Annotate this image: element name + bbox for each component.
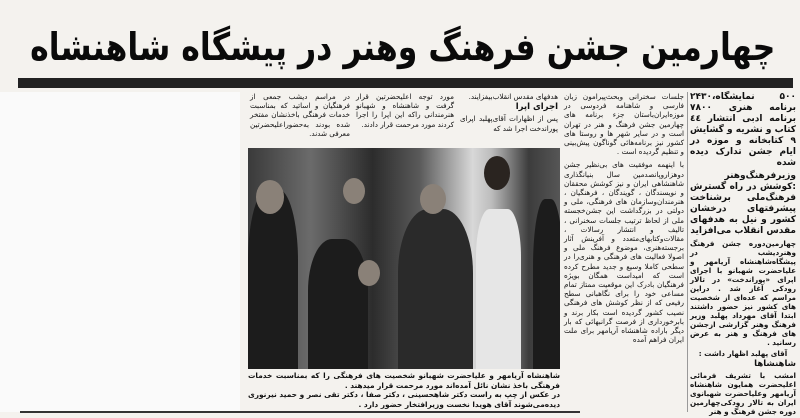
photo-caption <box>248 371 560 409</box>
figure-head <box>420 184 446 214</box>
column-two-para: با اینهمه موفقیت های بی‌نظیر جشن دوهزاروپانصدمین سال بنیانگذاری شاهنشاهی ایران و نیز کوشش محققان و نویسندگان ، گویندگان ، فرهنگیان ، هنرمندان‌وسازمان های فرهنگی، ملی و دولتی در بزرگداشت این جشن‌خجسته ملی از لحاظ ترتیب جلسات سخنرانی ، تالیف و انتشار رسالات ، مقالات‌وکتابهای‌متعدد و آفرینش آثار برجسته‌هنری، موضوع فرهنگ ملی و اصولا فعالیت های فرهنگی و هنری‌را در سطحی کاملا وسیع و جدید مطرح کرده است که امیداست همگان بویژه فرهنگیان بادرک این موقعیت ممتاز تمام مساعی خود را برای نگاهبانی سطح رفیعی که از نظر کوشش های فرهنگی نصیب کشور گردیده است بکار برند و بابرخورداری از فرصت گرانبهائی که بار دیگر باراده شاهنشاه آریامهر برای ملت ایران فراهم آمده <box>564 160 684 345</box>
lead-body-block <box>690 239 796 416</box>
headline: چهارمین جشن فرهنگ وهنر در پیشگاه شاهنشاه <box>29 25 775 69</box>
headline-rule <box>18 78 793 88</box>
lead-bullet: ۵۰۰ نمایشگاه،۲۴۳۰ برنامه هنری ۷۸۰۰ برنامه ادبی انتشار ٤٤ کتاب و نشریه و گشایش ۹ کتابخانه و موزه در ایام جشن تدارک دیده شده <box>690 92 796 168</box>
bottom-rule <box>20 411 580 413</box>
subhead-opera: اجرای اپرا <box>515 102 558 113</box>
strip-col-3: در مراسم دیشب جمعی از فرهنگیان و اساتید که بمناسبت خدمات فرهنگی باخذنشان مفتخر شده بودند به‌حضوراعلیحضرتین معرفی شدند. <box>250 92 350 138</box>
strip-text: پس از اظهارات آقای‌پهلبد اپرای پوراندخت اجرا شد که <box>460 114 558 133</box>
figure-head <box>256 180 284 214</box>
lead-column <box>690 92 796 418</box>
strip-col-1 <box>460 92 558 133</box>
lead-bullet: وزیرفرهنگ‌وهنر :کوشش در راه گسترش فرهنگ‌ملی برشناخت پیشرفتهای درخشان کشور و نیل به هدفهای مقدس انقلاب می‌افزاید <box>690 171 796 236</box>
figure <box>398 209 473 369</box>
quote-intro: آقای پهلبد اظهار داشت : <box>698 349 788 358</box>
blank-margin <box>0 92 240 412</box>
column-two <box>564 92 684 344</box>
column-divider <box>687 92 688 412</box>
strip-col-2: مورد توجه اعلیحضرتین قرار گرفت و شاهنشاه و شهبانو هنرمندانی راکه این اپرا را اجرا کردند مورد مرحمت قرار دادند. <box>356 92 454 129</box>
news-photo <box>248 148 560 369</box>
quote-text: امشب با تشریف فرمائی اعلیحضرت همایون شاهنشاه آریامهر وعلیاحضرت شهبانوی ایران به تالار رودکی‌چهارمین دوره جشن فرهنگ و هنر <box>690 371 796 416</box>
caption-line: شاهنشاه آریامهر و علیاحضرت شهبانو شخصیت های فرهنگی را که بمناسبت خدمات فرهنگی باخذ نشان نائل آمده‌اند مورد مرحمت قرار میدهند . <box>248 371 560 390</box>
figure-gown <box>476 209 521 369</box>
subhead-shahanshaha: شاهنشاها <box>754 359 796 369</box>
figure <box>248 189 298 369</box>
figure-head <box>343 178 365 204</box>
lead-body: چهارمین‌دوره جشن فرهنگ وهنردیشب در پیشگاه‌شاهنشاه آریامهر و علیاحضرت شهبانو با اجرای اپرای «پوراندخت» در تالار رودکی آغاز شد . دراین مراسم که عده‌ای از شخصیت های کشور نیز حضور داشتند ابتدا آقای مهرداد پهلبد وزیر فرهنگ وهنر گزارشی ازجشن های فرهنگ و هنر به عرض رسانید . <box>690 239 796 347</box>
figure <box>308 239 368 369</box>
column-two-para: جلسات سخنرانی وبحث‌پیرامون زبان فارسی و شاهنامه فردوسی در موزه‌ایران‌باستان جزء برنامه های چهارمین جشن فرهنگ و هنر در تهران است و در سایر شهر ها و روستا های کشور نیز برنامه‌هائی گوناگون پیش‌بینی و تنظیم گردیده است . <box>564 92 684 157</box>
figure-head <box>484 156 510 190</box>
figure-head <box>358 260 380 286</box>
headline-area <box>30 20 775 74</box>
figure <box>533 199 560 369</box>
caption-line: در عکس از چپ به راست دکتر شاهحسینی ، دکتر صفا ، دکتر تقی نصر و حمید نیرنوری دیده‌می‌شوند آقای هویدا نخست وزیرافتخار حضور دارد . <box>248 390 560 409</box>
strip-text: هدفهای مقدس انقلاب‌بیفزایند. <box>468 92 558 101</box>
